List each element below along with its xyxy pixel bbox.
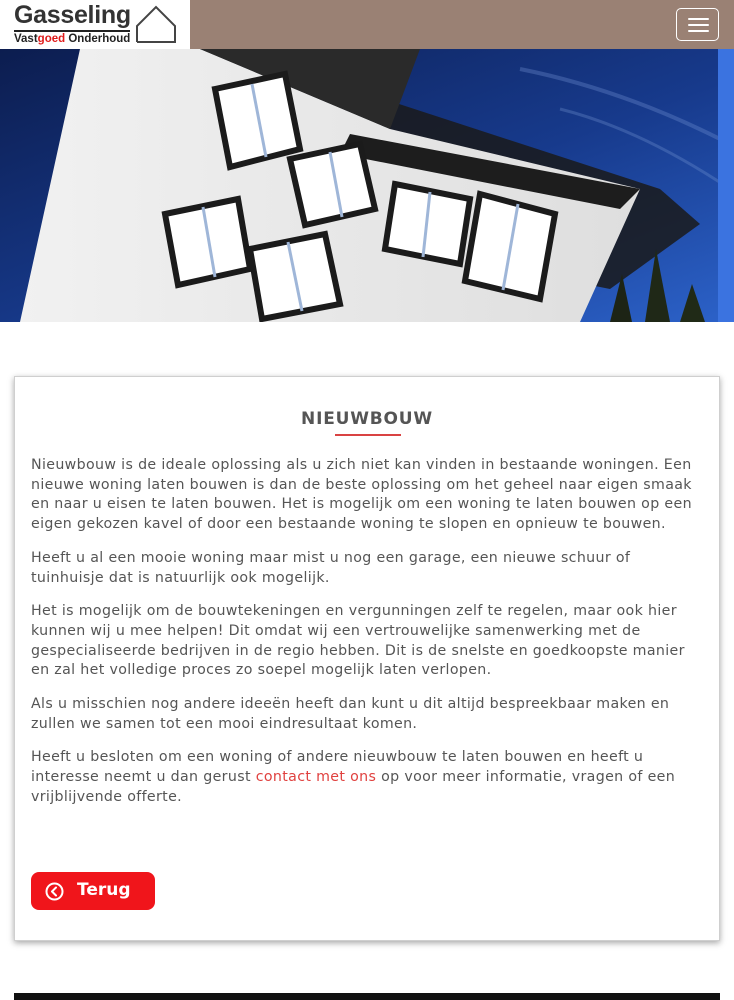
title-underline xyxy=(335,434,401,436)
site-header xyxy=(0,0,734,49)
logo-name: Gasseling xyxy=(14,1,131,29)
content-card xyxy=(14,376,720,941)
paragraph-2: Heeft u al een mooie woning maar mist u nog een garage, een nieuwe schuur of tuinhuisje dat is natuurlijk ook mogelijk. xyxy=(31,549,631,586)
contact-link[interactable]: contact met ons xyxy=(255,769,377,786)
paragraph-4: Als u misschien nog andere ideeën heeft dan kunt u dit altijd bespreekbaar maken en zullen we samen tot een mooi eindresultaat komen. xyxy=(31,696,670,732)
card-body xyxy=(31,456,707,822)
back-button-label: Terug xyxy=(77,880,131,900)
hero-image-upside-down-house xyxy=(0,49,734,322)
back-button[interactable] xyxy=(31,872,155,910)
hamburger-menu-button[interactable] xyxy=(676,8,719,41)
paragraph-1: Nieuwbouw is de ideale oplossing als u zich niet kan vinden in bestaande woningen. Een nieuwe woning laten bouwen is dan de beste oplossing om het geheel naar eigen smaak en naar u eisen te laten bouwen. Het is mogelijk om een woning te laten bouwen op een eigen gekozen kavel of door een bestaande woning te slopen en opnieuw te bouwen. xyxy=(31,457,692,533)
paragraph-3: Het is mogelijk om de bouwtekeningen en vergunningen zelf te regelen, maar ook hier kunnen wij u mee helpen! Dit omdat wij een vertrouwelijke samenwerking met de gespecialiseerde bedrijven in de regio hebben. Dit is de snelste en goedkoopste manier en zal het volledige proces zo soepel mogelijk laten verlopen. xyxy=(31,603,685,679)
house-icon xyxy=(135,4,177,44)
paragraph-5: Heeft u besloten om een woning of andere nieuwbouw te laten bouwen en heeft u interesse neemt u dan gerust contact met ons op voor meer informatie, vragen of een vrijblijvende offerte. xyxy=(31,749,676,805)
footer-top-edge xyxy=(14,993,720,1000)
logo[interactable] xyxy=(0,0,190,49)
logo-tagline: Vastgoed Onderhoud xyxy=(14,30,130,45)
chevron-left-circle-icon xyxy=(45,882,64,901)
page-title: NIEUWBOUW xyxy=(301,409,433,429)
